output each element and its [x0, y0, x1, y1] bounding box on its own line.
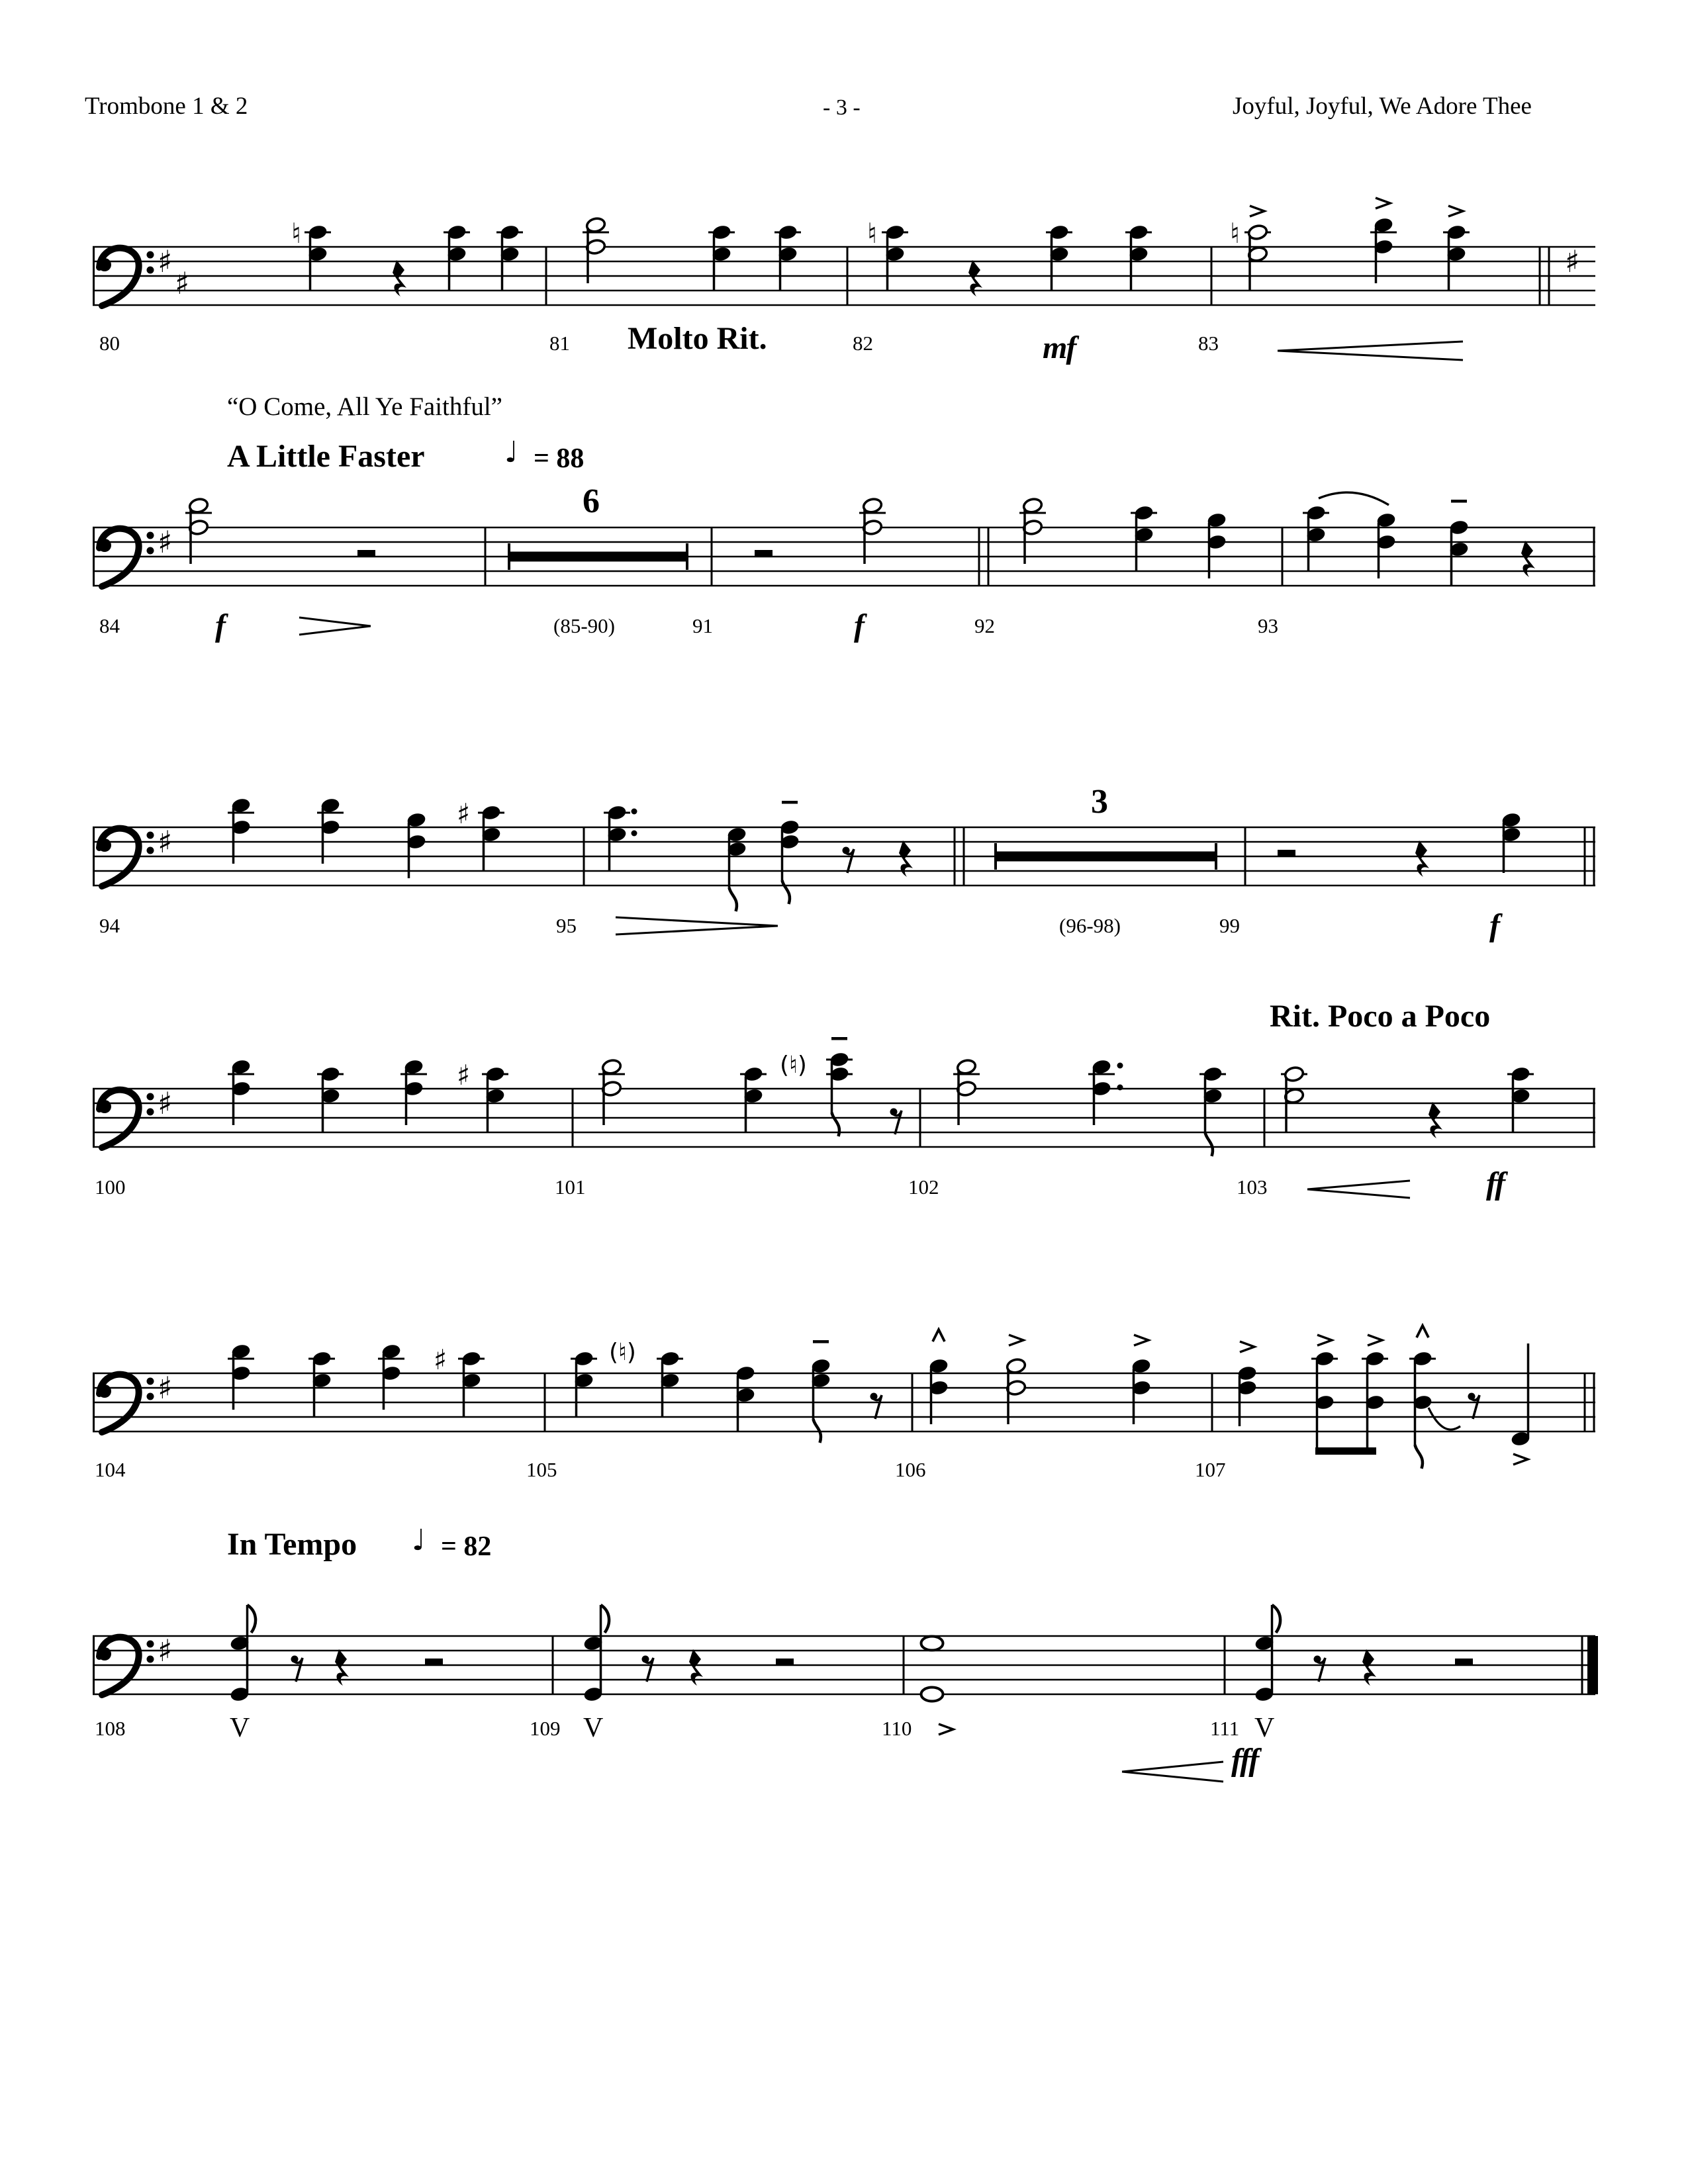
tempo-marking: Rit. Poco a Poco — [1270, 999, 1491, 1034]
metronome-value: = 88 — [534, 443, 585, 474]
page-number: - 3 - — [823, 95, 861, 120]
dynamic-marking: ff — [1486, 1166, 1505, 1201]
svg-text:♮: ♮ — [867, 217, 878, 250]
measure-number: 103 — [1237, 1175, 1268, 1199]
measure-number: 99 — [1219, 914, 1240, 937]
svg-text:♯: ♯ — [175, 265, 190, 301]
measure-number: 93 — [1258, 614, 1278, 637]
multirest-count: 3 — [1091, 783, 1108, 821]
staff-system-2 — [93, 492, 1595, 635]
measure-range: (96-98) — [1059, 914, 1121, 937]
dynamic-marking: f — [215, 608, 224, 643]
svg-text:(♮): (♮) — [780, 1052, 807, 1079]
measure-number: 92 — [974, 614, 995, 637]
measure-number: 82 — [853, 332, 873, 355]
staff-system-3 — [93, 797, 1595, 937]
svg-text:♯: ♯ — [158, 524, 173, 560]
measure-number: 106 — [895, 1458, 926, 1481]
measure-number: 111 — [1210, 1717, 1240, 1740]
tempo-marking: A Little Faster — [227, 439, 425, 474]
svg-text:♯: ♯ — [158, 1370, 173, 1406]
svg-text:♯: ♯ — [1565, 244, 1580, 279]
svg-text:V: V — [583, 1713, 604, 1743]
measure-number: 80 — [99, 332, 120, 355]
svg-text:V: V — [230, 1713, 250, 1743]
measure-number: 84 — [99, 614, 120, 637]
svg-text:♯: ♯ — [158, 1633, 173, 1668]
measure-number: 83 — [1198, 332, 1219, 355]
measure-number: 94 — [99, 914, 120, 937]
dynamic-marking: f — [854, 608, 863, 643]
section-cue: “O Come, All Ye Faithful” — [227, 392, 502, 421]
measure-number: 105 — [526, 1458, 557, 1481]
measure-number: 95 — [556, 914, 577, 937]
measure-number: 102 — [908, 1175, 939, 1199]
svg-text:♯: ♯ — [457, 797, 471, 830]
measure-number: 107 — [1195, 1458, 1226, 1481]
measure-range: (85-90) — [553, 614, 615, 637]
staff-system-6 — [93, 1605, 1598, 1782]
measure-number: 101 — [555, 1175, 586, 1199]
svg-text:♯: ♯ — [158, 824, 173, 860]
svg-text:♮: ♮ — [1230, 217, 1241, 250]
staff-system-5 — [93, 1326, 1595, 1469]
measure-number: 81 — [549, 332, 570, 355]
multirest-count: 6 — [583, 482, 600, 520]
metronome-note-icon: ♩ — [412, 1524, 426, 1557]
svg-text:♯: ♯ — [434, 1343, 447, 1376]
instrument-name: Trombone 1 & 2 — [85, 93, 248, 120]
svg-text:♯: ♯ — [158, 1085, 173, 1121]
tempo-marking: In Tempo — [227, 1527, 357, 1562]
svg-text:♯: ♯ — [457, 1059, 471, 1091]
staff-system-4 — [93, 1037, 1595, 1201]
tempo-marking: Molto Rit. — [628, 321, 767, 356]
measure-number: 109 — [530, 1717, 561, 1740]
measure-number: 110 — [882, 1717, 912, 1740]
dynamic-marking: mf — [1043, 330, 1076, 365]
metronome-note-icon: ♩ — [504, 435, 518, 469]
svg-text:♯: ♯ — [158, 244, 173, 279]
measure-number: 100 — [95, 1175, 126, 1199]
measure-number: 91 — [692, 614, 713, 637]
measure-number: 104 — [95, 1458, 126, 1481]
metronome-value: = 82 — [441, 1531, 492, 1562]
dynamic-marking: f — [1489, 908, 1499, 943]
svg-text:(♮): (♮) — [609, 1339, 636, 1366]
staff-system-1 — [93, 198, 1595, 360]
svg-text:V: V — [1254, 1713, 1275, 1743]
svg-text:♮: ♮ — [291, 217, 302, 250]
dynamic-marking: fff — [1231, 1743, 1258, 1778]
piece-title: Joyful, Joyful, We Adore Thee — [1233, 93, 1532, 120]
measure-number: 108 — [95, 1717, 126, 1740]
